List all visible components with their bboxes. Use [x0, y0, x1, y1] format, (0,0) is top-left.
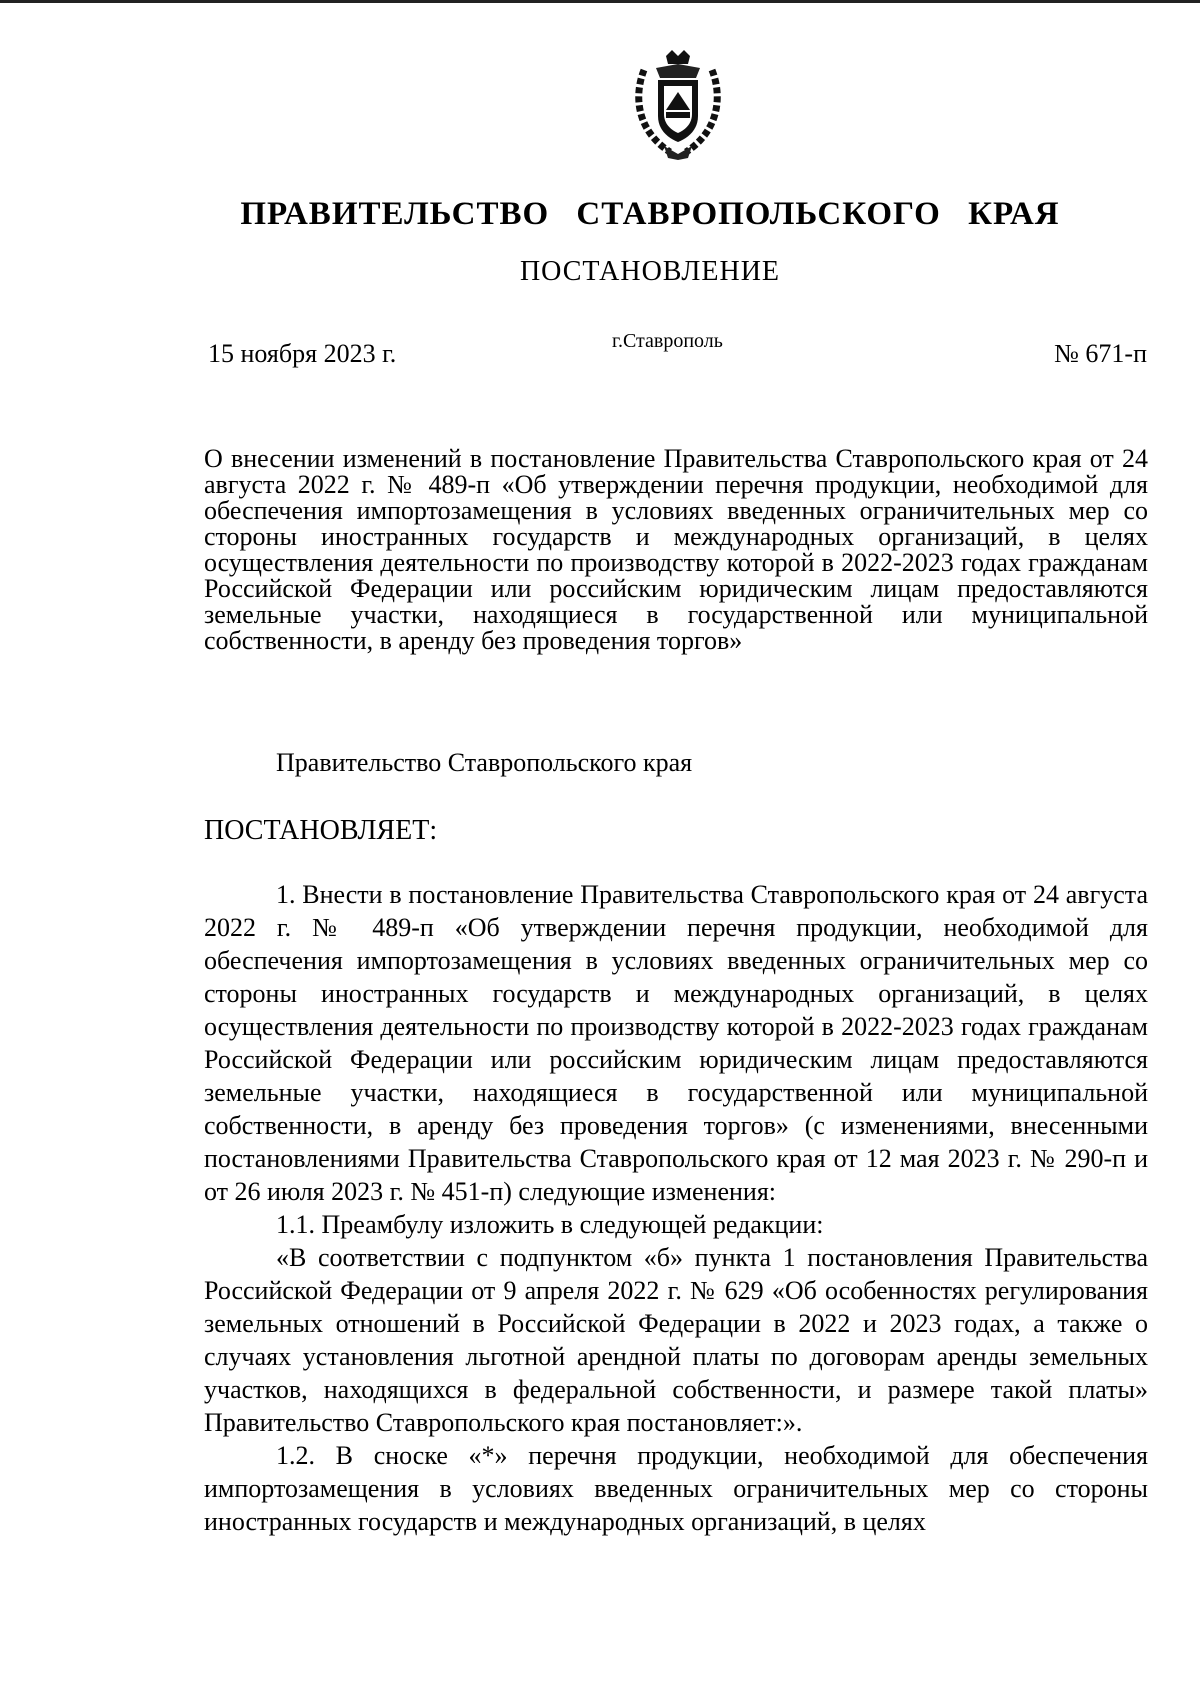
paragraph-1: 1. Внести в постановление Правительства Ставропольского края от 24 августа 2022 г. № 489-п «Об утверждении перечня продукции, необходимой для обеспечения импортозамещения в условиях введенных ограничительных мер со стороны иностранных государств и международных организаций, в целях осуществления деятельности по производству которой в 2022-2023 годах гражданам Российской Федерации или российским юридическим лицам предоставляются земельные участки, находящиеся в государственной или муниципальной собственности, в аренду без проведения торгов» (с изменениями, внесенными постановлениями Правительства Ставропольского края от 12 мая 2023 г. № 290-п и от 26 июля 2023 г. № 451-п) следующие изменения:: [204, 880, 1148, 1206]
document-city: г.Ставрополь: [612, 330, 723, 352]
government-title: ПРАВИТЕЛЬСТВО СТАВРОПОЛЬСКОГО КРАЯ: [240, 196, 1060, 232]
document-body: [204, 878, 1148, 1538]
decrees-heading: ПОСТАНОВЛЯЕТ:: [204, 815, 438, 846]
document-type: ПОСТАНОВЛЕНИЕ: [519, 256, 781, 287]
issuing-authority: Правительство Ставропольского края: [276, 748, 693, 777]
paragraph-preamble: «В соответствии с подпунктом «б» пункта 1 постановления Правительства Российской Федерации от 9 апреля 2022 г. № 629 «Об особенностях регулирования земельных отношений в Российской Федерации в 2022 и 2023 годах, а также о случаях установления льготной арендной платы по договорам аренды земельных участков, находящихся в федеральной собственности, и размере такой платы» Правительство Ставропольского края постановляет:».: [204, 1243, 1148, 1437]
document-date: 15 ноября 2023 г.: [208, 339, 397, 368]
document-subject: О внесении изменений в постановление Правительства Ставропольского края от 24 августа 2022 г. № 489-п «Об утверждении перечня продукции, необходимой для обеспечения импортозамещения в условиях введенных ограничительных мер со стороны иностранных государств и международных организаций, в целях осуществления деятельности по производству которой в 2022-2023 годах гражданам Российской Федерации или российским юридическим лицам предоставляются земельные участки, находящиеся в государственной или муниципальной собственности, в аренду без проведения торгов»: [204, 444, 1148, 655]
coat-of-arms-icon: [630, 50, 726, 160]
paragraph-1-1: 1.1. Преамбулу изложить в следующей редакции:: [276, 1210, 824, 1239]
document-number: № 671-п: [1054, 339, 1147, 368]
page-top-border: [0, 0, 1200, 3]
paragraph-1-2: 1.2. В сноске «*» перечня продукции, необходимой для обеспечения импортозамещения в условиях введенных ограничительных мер со стороны иностранных государств и международных организаций, в целях: [204, 1441, 1148, 1536]
